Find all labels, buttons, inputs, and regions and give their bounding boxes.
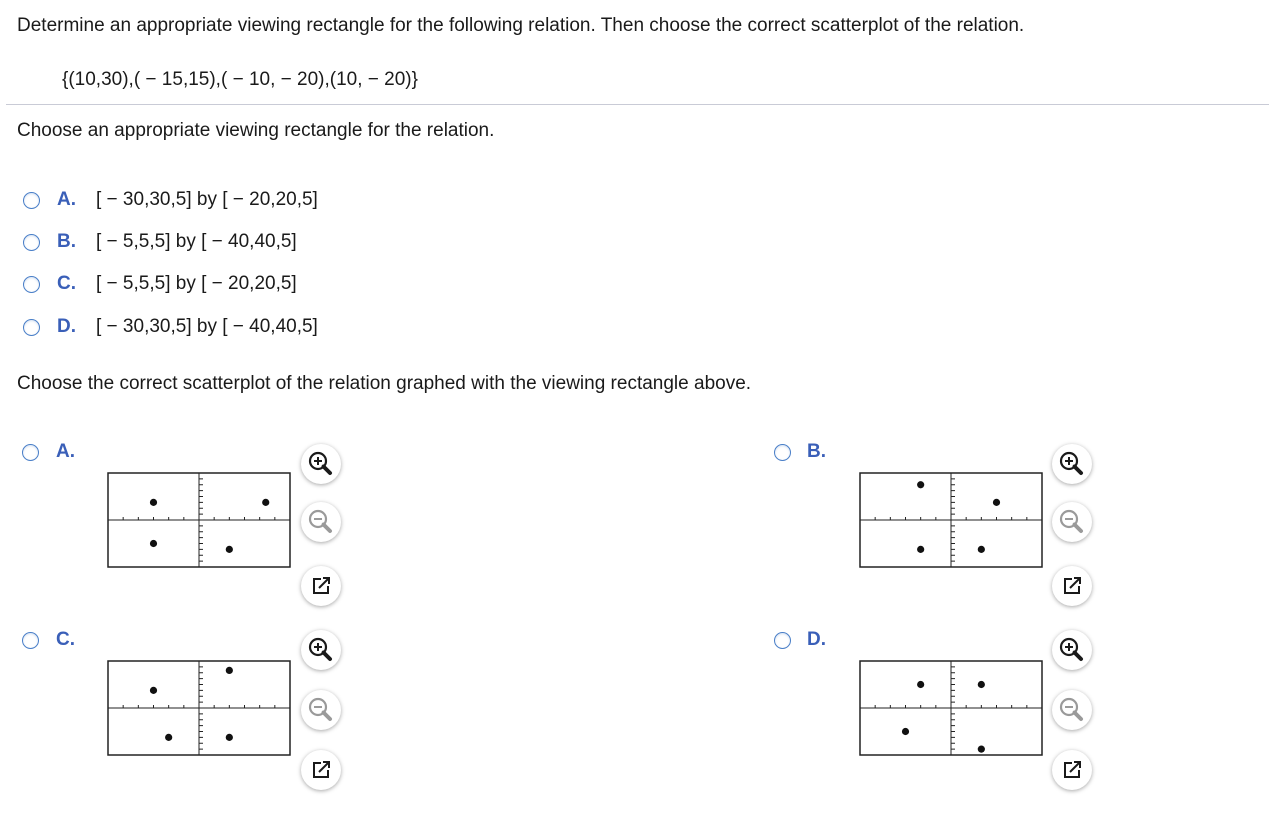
data-point [226,667,233,674]
popout-icon [301,750,341,790]
data-point [150,499,157,506]
option-letter-b: B. [807,441,826,462]
data-point [262,499,269,506]
option-text[interactable]: [ − 5,5,5] by [ − 20,20,5] [96,273,297,294]
zoom-in-button-a[interactable] [301,444,341,484]
zoom-out-button-a[interactable] [301,502,341,542]
question-prompt: Determine an appropriate viewing rectangle for the following relation. Then choose the correct scatterplot of the relation. [17,15,1025,36]
data-point [917,681,924,688]
zoom-out-button-d[interactable] [1052,690,1092,730]
radio-button-d[interactable] [774,632,791,649]
data-point [917,546,924,553]
radio-button-a[interactable] [22,444,39,461]
zoom-out-icon [301,502,341,542]
data-point [150,687,157,694]
option-text[interactable]: [ − 30,30,5] by [ − 40,40,5] [96,316,318,337]
data-point [226,734,233,741]
option-letter: A. [57,189,76,210]
popout-button-c[interactable] [301,750,341,790]
data-point [226,546,233,553]
popout-icon [1052,566,1092,606]
option-letter: D. [57,316,76,337]
zoom-out-button-c[interactable] [301,690,341,730]
data-point [978,546,985,553]
option-letter-c: C. [56,629,75,650]
zoom-out-button-b[interactable] [1052,502,1092,542]
data-point [165,734,172,741]
scatterplot-b[interactable] [859,472,1043,568]
zoom-in-icon [301,630,341,670]
option-text[interactable]: [ − 30,30,5] by [ − 20,20,5] [96,189,318,210]
divider [6,104,1269,105]
zoom-in-icon [1052,444,1092,484]
radio-button[interactable] [23,234,40,251]
scatterplot-a[interactable] [107,472,291,568]
popout-button-d[interactable] [1052,750,1092,790]
data-point [978,746,985,753]
zoom-in-button-b[interactable] [1052,444,1092,484]
option-text[interactable]: [ − 5,5,5] by [ − 40,40,5] [96,231,297,252]
data-point [993,499,1000,506]
popout-icon [1052,750,1092,790]
zoom-in-button-d[interactable] [1052,630,1092,670]
scatterplot-d[interactable] [859,660,1043,756]
zoom-out-icon [301,690,341,730]
data-point [150,540,157,547]
zoom-in-icon [301,444,341,484]
relation-set: {(10,30),( − 15,15),( − 10, − 20),(10, − 20)} [62,69,418,90]
radio-button-b[interactable] [774,444,791,461]
zoom-in-icon [1052,630,1092,670]
zoom-out-icon [1052,502,1092,542]
option-letter: C. [57,273,76,294]
zoom-in-button-c[interactable] [301,630,341,670]
popout-button-a[interactable] [301,566,341,606]
scatterplot-c[interactable] [107,660,291,756]
option-letter-d: D. [807,629,826,650]
data-point [917,481,924,488]
radio-button[interactable] [23,192,40,209]
zoom-out-icon [1052,690,1092,730]
popout-icon [301,566,341,606]
option-letter-a: A. [56,441,75,462]
part2-prompt: Choose the correct scatterplot of the relation graphed with the viewing rectangle above. [17,373,752,394]
radio-button-c[interactable] [22,632,39,649]
radio-button[interactable] [23,276,40,293]
popout-button-b[interactable] [1052,566,1092,606]
option-letter: B. [57,231,76,252]
data-point [902,728,909,735]
part1-prompt: Choose an appropriate viewing rectangle for the relation. [17,120,495,141]
radio-button[interactable] [23,319,40,336]
data-point [978,681,985,688]
